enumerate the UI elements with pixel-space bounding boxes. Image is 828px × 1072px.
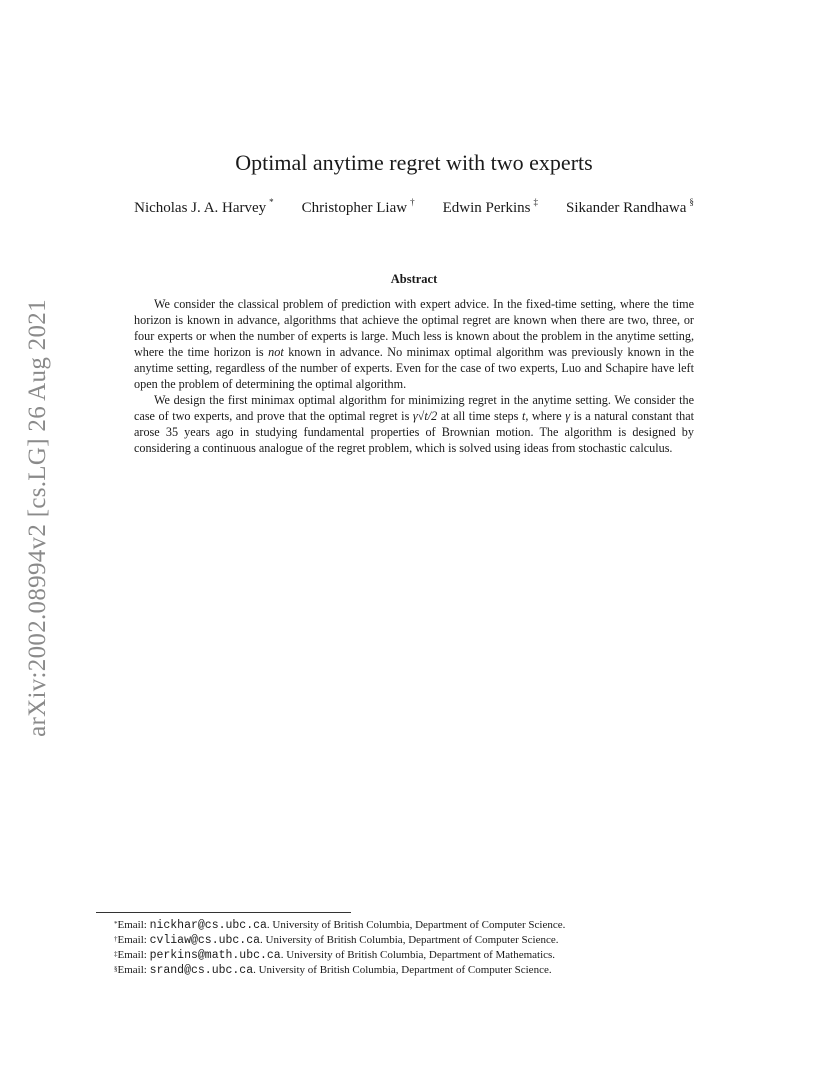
footnote-email: perkins@math.ubc.ca <box>149 949 281 962</box>
arxiv-identifier-stamp <box>18 275 58 760</box>
footnote-affiliation: . University of British Columbia, Department of Mathematics. <box>280 949 556 961</box>
footnote-prefix: Email: <box>117 964 150 976</box>
abstract-text: , where <box>525 409 566 423</box>
abstract-body <box>134 296 694 456</box>
footnote-harvey <box>114 918 714 933</box>
author-harvey <box>134 198 274 217</box>
author-name: Nicholas J. A. Harvey <box>134 200 267 216</box>
author-name: Edwin Perkins <box>442 200 531 216</box>
author-name: Sikander Randhawa <box>566 200 687 216</box>
footnote-affiliation: . University of British Columbia, Department of Computer Science. <box>253 964 552 976</box>
abstract-text: We design the first minimax optimal algorithm for minimizing regret in the anytime setting. We consider the case of two experts, and prove that the optimal regret is <box>134 393 694 423</box>
footnote-liaw <box>114 933 714 948</box>
paper-title: Optimal anytime regret with two experts <box>235 150 593 175</box>
footnote-prefix: Email: <box>117 919 150 931</box>
footnote-email: cvliaw@cs.ubc.ca <box>149 934 260 947</box>
abstract-text: known in advance. No minimax optimal algorithm was previously known in the anytime setting, regardless of the number of experts. Even for the case of two experts, Luo and Schapire have left open the problem of determining the optimal algorithm. <box>134 345 695 391</box>
footnote-affiliation: . University of British Columbia, Department of Computer Science. <box>260 934 559 946</box>
abstract-paragraph-1 <box>134 296 694 392</box>
author-randhawa <box>566 198 694 217</box>
arxiv-identifier-text: arXiv:2002.08994v2 [cs.LG] 26 Aug 2021 <box>24 298 51 737</box>
footnote-prefix: Email: <box>117 934 150 946</box>
footnote-mark: ‡ <box>114 950 118 958</box>
author-footnote-mark: † <box>410 197 415 207</box>
footnote-affiliation: . University of British Columbia, Department of Computer Science. <box>266 919 566 931</box>
math-variable-t: t <box>521 409 526 423</box>
footnotes <box>114 918 714 978</box>
footnote-mark: † <box>114 935 118 943</box>
footnote-randhawa <box>114 963 714 978</box>
author-footnote-mark: * <box>269 197 274 207</box>
author-perkins <box>443 198 538 217</box>
footnote-perkins <box>114 948 714 963</box>
footnote-email: nickhar@cs.ubc.ca <box>149 919 267 932</box>
author-footnote-mark: § <box>689 197 694 207</box>
math-constant-gamma: γ <box>565 409 571 423</box>
abstract-text: We consider the classical problem of prediction with expert advice. In the fixed-time setting, where the time horizon is known in advance, algorithms that achieve the optimal regret are known when there are two, three, or four experts or when the number of experts is large. Much less is known about the problem in the anytime setting, where the time horizon is <box>134 297 694 359</box>
abstract-text: at all time steps <box>437 409 522 423</box>
author-list <box>0 198 828 217</box>
author-name: Christopher Liaw <box>301 200 408 216</box>
footnote-mark: § <box>114 965 118 973</box>
abstract-text: is a natural constant that arose 35 years ago in studying fundamental properties of Brownian motion. The algorithm is designed by considering a continuous analogue of the regret problem, which is solved using ideas from stochastic calculus. <box>134 409 695 455</box>
footnote-divider <box>96 912 351 913</box>
abstract-emphasis: not <box>268 345 284 359</box>
author-liaw <box>302 198 415 217</box>
footnote-email: srand@cs.ubc.ca <box>149 964 254 977</box>
footnote-prefix: Email: <box>117 949 150 961</box>
author-footnote-mark: ‡ <box>533 197 538 207</box>
abstract-heading: Abstract <box>390 272 438 286</box>
footnote-mark: * <box>114 920 118 928</box>
regret-formula: γ√t/2 <box>412 409 438 423</box>
abstract-paragraph-2 <box>134 392 694 456</box>
